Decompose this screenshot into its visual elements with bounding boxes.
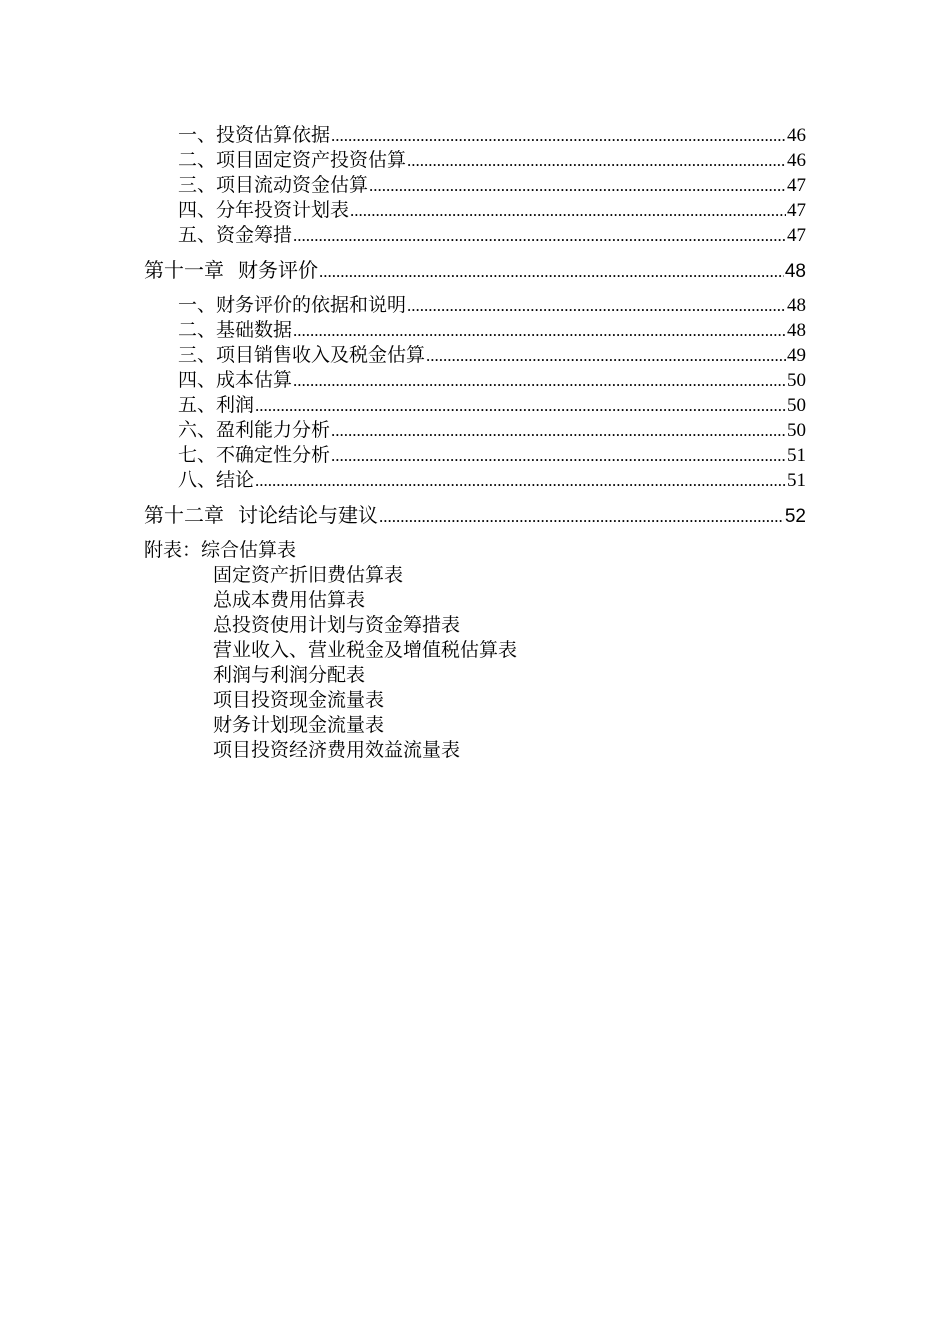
toc-page-number: 48 bbox=[784, 261, 806, 282]
toc-entry-label: 三、项目销售收入及税金估算 bbox=[178, 344, 426, 366]
appendix-item: 总成本费用估算表 bbox=[213, 589, 366, 611]
toc-leader-dots bbox=[331, 443, 786, 468]
toc-entry[interactable] bbox=[144, 293, 806, 318]
toc-entry[interactable] bbox=[144, 443, 806, 468]
chapter-title: 财务评价 bbox=[238, 258, 318, 282]
toc-entry-label: 七、不确定性分析 bbox=[178, 444, 331, 466]
appendix-item: 固定资产折旧费估算表 bbox=[213, 564, 404, 586]
toc-leader-dots bbox=[407, 293, 786, 318]
appendix-item: 项目投资经济费用效益流量表 bbox=[213, 739, 461, 761]
toc-entry[interactable] bbox=[144, 223, 806, 248]
chapter-number: 第十一章 bbox=[144, 258, 224, 282]
appendix-item: 营业收入、营业税金及增值税估算表 bbox=[213, 639, 518, 661]
toc-entry-label: 五、资金筹措 bbox=[178, 224, 293, 246]
toc-entry-label: 二、基础数据 bbox=[178, 319, 293, 341]
toc-page-number: 47 bbox=[787, 175, 806, 196]
toc-entry[interactable] bbox=[144, 343, 806, 368]
appendix-item: 综合估算表 bbox=[201, 539, 297, 561]
appendix-item: 利润与利润分配表 bbox=[213, 664, 366, 686]
toc-page-number: 52 bbox=[784, 506, 806, 527]
toc-entry[interactable] bbox=[144, 198, 806, 223]
toc-leader-dots bbox=[331, 418, 786, 443]
toc-entry[interactable] bbox=[144, 468, 806, 493]
toc-chapter-entry[interactable] bbox=[144, 500, 806, 530]
toc-page-number: 51 bbox=[787, 470, 806, 491]
toc-entry[interactable] bbox=[144, 368, 806, 393]
toc-entry[interactable] bbox=[144, 393, 806, 418]
toc-leader-dots bbox=[293, 318, 786, 343]
toc-entry-label: 三、项目流动资金估算 bbox=[178, 174, 369, 196]
toc-leader-dots bbox=[379, 502, 784, 530]
toc-leader-dots bbox=[319, 257, 784, 285]
toc-entry[interactable] bbox=[144, 173, 806, 198]
appendix-item: 财务计划现金流量表 bbox=[213, 714, 385, 736]
chapter-title: 讨论结论与建议 bbox=[238, 503, 378, 527]
toc-entry[interactable] bbox=[144, 123, 806, 148]
toc-page-number: 46 bbox=[787, 150, 806, 171]
toc-entry-label: 一、投资估算依据 bbox=[178, 124, 331, 146]
toc-entry[interactable] bbox=[144, 318, 806, 343]
toc-page-number: 50 bbox=[787, 370, 806, 391]
toc-entry-label: 四、分年投资计划表 bbox=[178, 199, 350, 221]
toc-entry-label: 五、利润 bbox=[178, 394, 255, 416]
toc-page-number: 48 bbox=[787, 295, 806, 316]
appendix-heading: 附表： bbox=[144, 539, 202, 561]
toc-entry[interactable] bbox=[144, 148, 806, 173]
toc-leader-dots bbox=[293, 223, 786, 248]
toc-page-number: 50 bbox=[787, 420, 806, 441]
toc-page-number: 48 bbox=[787, 320, 806, 341]
toc-chapter-heading bbox=[144, 255, 318, 285]
toc-chapter-entry[interactable] bbox=[144, 255, 806, 285]
toc-page-number: 50 bbox=[787, 395, 806, 416]
toc-leader-dots bbox=[407, 148, 786, 173]
appendix-item: 总投资使用计划与资金筹措表 bbox=[213, 614, 461, 636]
toc-page-number: 49 bbox=[787, 345, 806, 366]
table-of-contents bbox=[144, 123, 806, 763]
toc-page-number: 47 bbox=[787, 225, 806, 246]
appendix-first-row bbox=[144, 538, 806, 563]
toc-entry-label: 二、项目固定资产投资估算 bbox=[178, 149, 407, 171]
toc-leader-dots bbox=[350, 198, 786, 223]
toc-page-number: 51 bbox=[787, 445, 806, 466]
toc-leader-dots bbox=[331, 123, 786, 148]
toc-page-number: 47 bbox=[787, 200, 806, 221]
chapter-number: 第十二章 bbox=[144, 503, 224, 527]
toc-page-number: 46 bbox=[787, 125, 806, 146]
toc-entry-label: 八、结论 bbox=[178, 469, 255, 491]
appendix-item: 项目投资现金流量表 bbox=[213, 689, 385, 711]
toc-leader-dots bbox=[426, 343, 786, 368]
toc-entry-label: 六、盈利能力分析 bbox=[178, 419, 331, 441]
toc-leader-dots bbox=[255, 393, 786, 418]
toc-leader-dots bbox=[255, 468, 786, 493]
toc-entry-label: 一、财务评价的依据和说明 bbox=[178, 294, 407, 316]
toc-entry[interactable] bbox=[144, 418, 806, 443]
appendix-list bbox=[144, 538, 806, 763]
toc-entry-label: 四、成本估算 bbox=[178, 369, 293, 391]
toc-leader-dots bbox=[369, 173, 786, 198]
toc-chapter-heading bbox=[144, 500, 378, 530]
toc-leader-dots bbox=[293, 368, 786, 393]
